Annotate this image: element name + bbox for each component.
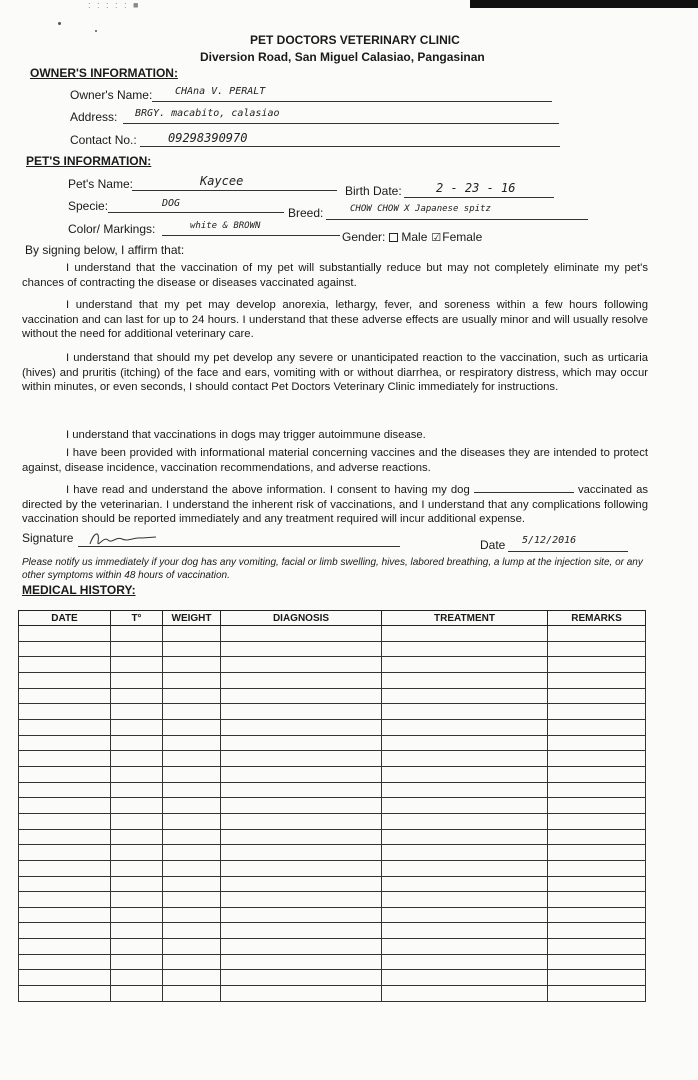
- table-cell[interactable]: [548, 782, 646, 798]
- pet-name-label: Pet's Name:: [68, 177, 133, 191]
- table-cell[interactable]: [382, 907, 548, 923]
- table-cell[interactable]: [382, 751, 548, 767]
- table-cell[interactable]: [111, 892, 163, 908]
- post-vaccination-notice: Please notify us immediately if your dog has any vomiting, facial or limb swelling, hives, labored breathing, a lump at the injection site, or any other symptoms within 48 hours of vaccination.: [22, 557, 643, 581]
- table-cell[interactable]: [111, 626, 163, 642]
- table-cell[interactable]: [221, 704, 382, 720]
- table-row: [19, 986, 646, 1002]
- table-cell[interactable]: [221, 923, 382, 939]
- table-cell[interactable]: [19, 626, 111, 642]
- column-header-date: DATE: [19, 611, 111, 626]
- table-row: [19, 970, 646, 986]
- table-cell[interactable]: [111, 672, 163, 688]
- column-header-diagnosis: DIAGNOSIS: [221, 611, 382, 626]
- table-cell[interactable]: [19, 751, 111, 767]
- table-cell[interactable]: [19, 782, 111, 798]
- table-cell[interactable]: [221, 672, 382, 688]
- scan-speck: [58, 22, 61, 25]
- table-cell[interactable]: [111, 782, 163, 798]
- table-cell[interactable]: [548, 923, 646, 939]
- consent-paragraph-2: I understand that my pet may develop anorexia, lethargy, fever, and soreness within a few hours following vaccination and can last for up to 24 hours. I understand that these adverse effects are usually minor and will usually resolve without the need for additional veterinary care.: [22, 299, 648, 340]
- table-cell[interactable]: [221, 986, 382, 1002]
- table-cell[interactable]: [382, 735, 548, 751]
- table-cell[interactable]: [548, 751, 646, 767]
- table-row: [19, 860, 646, 876]
- table-cell[interactable]: [111, 923, 163, 939]
- scan-artifact: : : : : : ■: [88, 0, 141, 10]
- medical-history-title: MEDICAL HISTORY:: [22, 583, 136, 597]
- table-row: [19, 735, 646, 751]
- table-cell[interactable]: [548, 641, 646, 657]
- table-cell[interactable]: [19, 735, 111, 751]
- table-cell[interactable]: [163, 876, 221, 892]
- date-line[interactable]: [508, 551, 628, 552]
- male-checkbox[interactable]: [389, 233, 398, 242]
- owner-contact-label: Contact No.:: [70, 133, 137, 147]
- female-checkbox-checked[interactable]: ☑: [431, 232, 442, 244]
- owner-name-label: Owner's Name:: [70, 88, 153, 102]
- table-cell[interactable]: [548, 657, 646, 673]
- table-cell[interactable]: [111, 751, 163, 767]
- owner-address-value: BRGY. macabito, calasiao: [135, 108, 280, 119]
- table-cell[interactable]: [19, 923, 111, 939]
- breed-value: CHOW CHOW X Japanese spitz: [350, 204, 491, 214]
- table-cell[interactable]: [221, 845, 382, 861]
- table-cell[interactable]: [548, 939, 646, 955]
- owner-name-line: [152, 101, 552, 102]
- table-cell[interactable]: [19, 672, 111, 688]
- table-row: [19, 657, 646, 673]
- table-cell[interactable]: [382, 672, 548, 688]
- table-row: [19, 672, 646, 688]
- table-cell[interactable]: [221, 751, 382, 767]
- table-cell[interactable]: [111, 876, 163, 892]
- pet-name-value: Kaycee: [200, 174, 244, 188]
- consent-intro: By signing below, I affirm that:: [25, 243, 185, 257]
- table-header-row: [19, 611, 646, 626]
- table-cell[interactable]: [548, 766, 646, 782]
- table-row: [19, 782, 646, 798]
- specie-label: Specie:: [68, 199, 109, 213]
- table-cell[interactable]: [111, 688, 163, 704]
- owner-contact-value: 09298390970: [168, 131, 248, 145]
- table-cell[interactable]: [221, 892, 382, 908]
- table-cell[interactable]: [382, 766, 548, 782]
- table-cell[interactable]: [548, 907, 646, 923]
- consent-paragraph-6: I have read and understand the above information. I consent to having my dog vaccinated as directed by the veterinarian. I understand the inherent risk of vaccinations, and I understand that any complications following vaccination should be reported immediately and any treatment required will incur additional expense.: [22, 484, 649, 525]
- table-cell[interactable]: [221, 719, 382, 735]
- table-cell[interactable]: [548, 704, 646, 720]
- table-row: [19, 798, 646, 814]
- owner-address-line: [123, 123, 559, 124]
- clinic-address: Diversion Road, San Miguel Calasiao, Pangasinan: [200, 50, 485, 64]
- table-cell[interactable]: [163, 641, 221, 657]
- table-cell[interactable]: [111, 970, 163, 986]
- table-cell[interactable]: [19, 704, 111, 720]
- medical-history-table: [18, 610, 646, 1002]
- table-cell[interactable]: [221, 688, 382, 704]
- table-cell[interactable]: [111, 704, 163, 720]
- table-cell[interactable]: [221, 860, 382, 876]
- table-row: [19, 876, 646, 892]
- table-cell[interactable]: [382, 923, 548, 939]
- table-cell[interactable]: [548, 719, 646, 735]
- table-cell[interactable]: [382, 704, 548, 720]
- table-cell[interactable]: [548, 845, 646, 861]
- table-cell[interactable]: [382, 798, 548, 814]
- table-cell[interactable]: [163, 986, 221, 1002]
- table-cell[interactable]: [382, 892, 548, 908]
- table-cell[interactable]: [548, 798, 646, 814]
- table-cell[interactable]: [19, 939, 111, 955]
- table-cell[interactable]: [19, 860, 111, 876]
- table-cell[interactable]: [548, 688, 646, 704]
- table-row: [19, 845, 646, 861]
- table-cell[interactable]: [163, 892, 221, 908]
- table-cell[interactable]: [111, 798, 163, 814]
- table-cell[interactable]: [111, 735, 163, 751]
- table-cell[interactable]: [111, 813, 163, 829]
- scan-speck: [95, 30, 97, 32]
- table-cell[interactable]: [548, 813, 646, 829]
- consent-paragraph-4: I understand that vaccinations in dogs may trigger autoimmune disease.: [66, 429, 426, 441]
- table-cell[interactable]: [221, 939, 382, 955]
- table-cell[interactable]: [19, 986, 111, 1002]
- table-row: [19, 766, 646, 782]
- table-row: [19, 923, 646, 939]
- table-cell[interactable]: [111, 986, 163, 1002]
- table-cell[interactable]: [382, 719, 548, 735]
- table-cell[interactable]: [221, 970, 382, 986]
- column-header-weight: WEIGHT: [163, 611, 221, 626]
- table-cell[interactable]: [163, 626, 221, 642]
- table-cell[interactable]: [111, 657, 163, 673]
- table-cell[interactable]: [111, 845, 163, 861]
- table-cell[interactable]: [548, 626, 646, 642]
- table-cell[interactable]: [221, 876, 382, 892]
- table-cell[interactable]: [19, 798, 111, 814]
- table-cell[interactable]: [163, 704, 221, 720]
- table-cell[interactable]: [548, 970, 646, 986]
- table-cell[interactable]: [548, 672, 646, 688]
- table-cell[interactable]: [163, 813, 221, 829]
- table-cell[interactable]: [382, 954, 548, 970]
- table-cell[interactable]: [163, 829, 221, 845]
- male-option-label: Male: [401, 230, 428, 244]
- owner-section-title: OWNER'S INFORMATION:: [30, 66, 178, 80]
- table-row: [19, 688, 646, 704]
- table-cell[interactable]: [19, 688, 111, 704]
- table-cell[interactable]: [221, 798, 382, 814]
- table-cell[interactable]: [19, 892, 111, 908]
- table-cell[interactable]: [221, 782, 382, 798]
- table-cell[interactable]: [111, 939, 163, 955]
- table-cell[interactable]: [382, 876, 548, 892]
- specie-line: [108, 212, 284, 213]
- female-option-label: Female: [442, 230, 483, 244]
- scan-edge: [470, 0, 698, 8]
- date-value: 5/12/2016: [522, 535, 577, 546]
- pet-name-line: [132, 190, 337, 191]
- gender-label: Gender:: [342, 230, 386, 244]
- pet-section-title: PET'S INFORMATION:: [26, 154, 152, 168]
- table-cell[interactable]: [19, 970, 111, 986]
- table-cell[interactable]: [382, 688, 548, 704]
- table-cell[interactable]: [111, 719, 163, 735]
- table-cell[interactable]: [163, 954, 221, 970]
- column-header-temperature: T°: [111, 611, 163, 626]
- owner-address-label: Address:: [70, 110, 118, 124]
- table-row: [19, 719, 646, 735]
- color-markings-value: white & BROWN: [190, 221, 261, 231]
- table-row: [19, 939, 646, 955]
- birth-date-value: 2 - 23 - 16: [436, 181, 516, 195]
- consent-paragraph-5: I have been provided with informational material concerning vaccines and the diseases they are intended to protect against, disease incidence, vaccination recommendations, and adverse reactions.: [22, 447, 648, 474]
- specie-value: DOG: [162, 198, 181, 209]
- table-cell[interactable]: [548, 876, 646, 892]
- table-cell[interactable]: [382, 986, 548, 1002]
- table-cell[interactable]: [221, 813, 382, 829]
- table-cell[interactable]: [111, 954, 163, 970]
- table-cell[interactable]: [221, 907, 382, 923]
- owner-contact-line: [140, 146, 560, 147]
- table-cell[interactable]: [548, 986, 646, 1002]
- table-cell[interactable]: [19, 813, 111, 829]
- column-header-remarks: REMARKS: [548, 611, 646, 626]
- table-cell[interactable]: [221, 829, 382, 845]
- table-cell[interactable]: [382, 657, 548, 673]
- table-cell[interactable]: [19, 766, 111, 782]
- table-row: [19, 907, 646, 923]
- table-cell[interactable]: [163, 923, 221, 939]
- table-row: [19, 892, 646, 908]
- table-cell[interactable]: [163, 657, 221, 673]
- table-cell[interactable]: [163, 735, 221, 751]
- table-cell[interactable]: [19, 954, 111, 970]
- table-cell[interactable]: [163, 907, 221, 923]
- column-header-treatment: TREATMENT: [382, 611, 548, 626]
- table-cell[interactable]: [221, 735, 382, 751]
- table-cell[interactable]: [382, 829, 548, 845]
- table-row: [19, 626, 646, 642]
- table-cell[interactable]: [163, 939, 221, 955]
- table-cell[interactable]: [221, 766, 382, 782]
- table-cell[interactable]: [382, 626, 548, 642]
- table-cell[interactable]: [221, 641, 382, 657]
- table-cell[interactable]: [163, 751, 221, 767]
- table-cell[interactable]: [163, 798, 221, 814]
- table-cell[interactable]: [19, 845, 111, 861]
- table-cell[interactable]: [19, 829, 111, 845]
- table-cell[interactable]: [111, 907, 163, 923]
- breed-line: [326, 219, 588, 220]
- color-markings-line: [162, 235, 340, 236]
- birth-date-line: [404, 197, 554, 198]
- table-cell[interactable]: [548, 954, 646, 970]
- birth-date-label: Birth Date:: [345, 184, 402, 198]
- table-cell[interactable]: [382, 845, 548, 861]
- date-label: Date: [480, 538, 506, 552]
- table-cell[interactable]: [163, 782, 221, 798]
- consent-paragraph-1: I understand that the vaccination of my pet will substantially reduce but may not completely eliminate my pet's chances of contracting the disease or diseases vaccinated against.: [22, 262, 648, 289]
- table-cell[interactable]: [19, 641, 111, 657]
- table-cell[interactable]: [163, 766, 221, 782]
- color-markings-label: Color/ Markings:: [68, 222, 156, 236]
- table-cell[interactable]: [19, 719, 111, 735]
- table-cell[interactable]: [111, 766, 163, 782]
- table-row: [19, 641, 646, 657]
- table-cell[interactable]: [221, 954, 382, 970]
- table-cell[interactable]: [382, 782, 548, 798]
- table-row: [19, 829, 646, 845]
- table-cell[interactable]: [111, 641, 163, 657]
- table-cell[interactable]: [382, 970, 548, 986]
- table-cell[interactable]: [19, 907, 111, 923]
- breed-label: Breed:: [288, 206, 324, 220]
- clinic-name: PET DOCTORS VETERINARY CLINIC: [250, 33, 460, 47]
- table-cell[interactable]: [163, 672, 221, 688]
- table-cell[interactable]: [163, 860, 221, 876]
- table-cell[interactable]: [19, 657, 111, 673]
- table-cell[interactable]: [548, 892, 646, 908]
- signature-label: Signature: [22, 531, 74, 545]
- table-row: [19, 704, 646, 720]
- table-row: [19, 813, 646, 829]
- table-cell[interactable]: [163, 845, 221, 861]
- table-cell[interactable]: [382, 641, 548, 657]
- table-cell[interactable]: [382, 939, 548, 955]
- table-cell[interactable]: [548, 735, 646, 751]
- table-cell[interactable]: [548, 829, 646, 845]
- table-cell[interactable]: [548, 860, 646, 876]
- table-cell[interactable]: [19, 876, 111, 892]
- consent-paragraph-3: I understand that should my pet develop any severe or unanticipated reaction to the vaccination, such as urticaria (hives) and pruritis (itching) of the face and ears, vomiting with or without diarrhea, or respiratory distress, which may occur within minutes, or even seconds, I should contact Pet Doctors Veterinary Clinic immediately for instructions.: [22, 352, 648, 393]
- handwritten-signature: [86, 528, 166, 550]
- table-cell[interactable]: [111, 860, 163, 876]
- table-cell[interactable]: [221, 657, 382, 673]
- table-cell[interactable]: [163, 688, 221, 704]
- gender-field: [342, 230, 482, 244]
- owner-name-value: CHAna V. PERALT: [175, 86, 266, 97]
- table-row: [19, 954, 646, 970]
- table-cell[interactable]: [163, 970, 221, 986]
- table-cell[interactable]: [382, 860, 548, 876]
- table-cell[interactable]: [221, 626, 382, 642]
- table-cell[interactable]: [111, 829, 163, 845]
- table-row: [19, 751, 646, 767]
- table-cell[interactable]: [382, 813, 548, 829]
- table-cell[interactable]: [163, 719, 221, 735]
